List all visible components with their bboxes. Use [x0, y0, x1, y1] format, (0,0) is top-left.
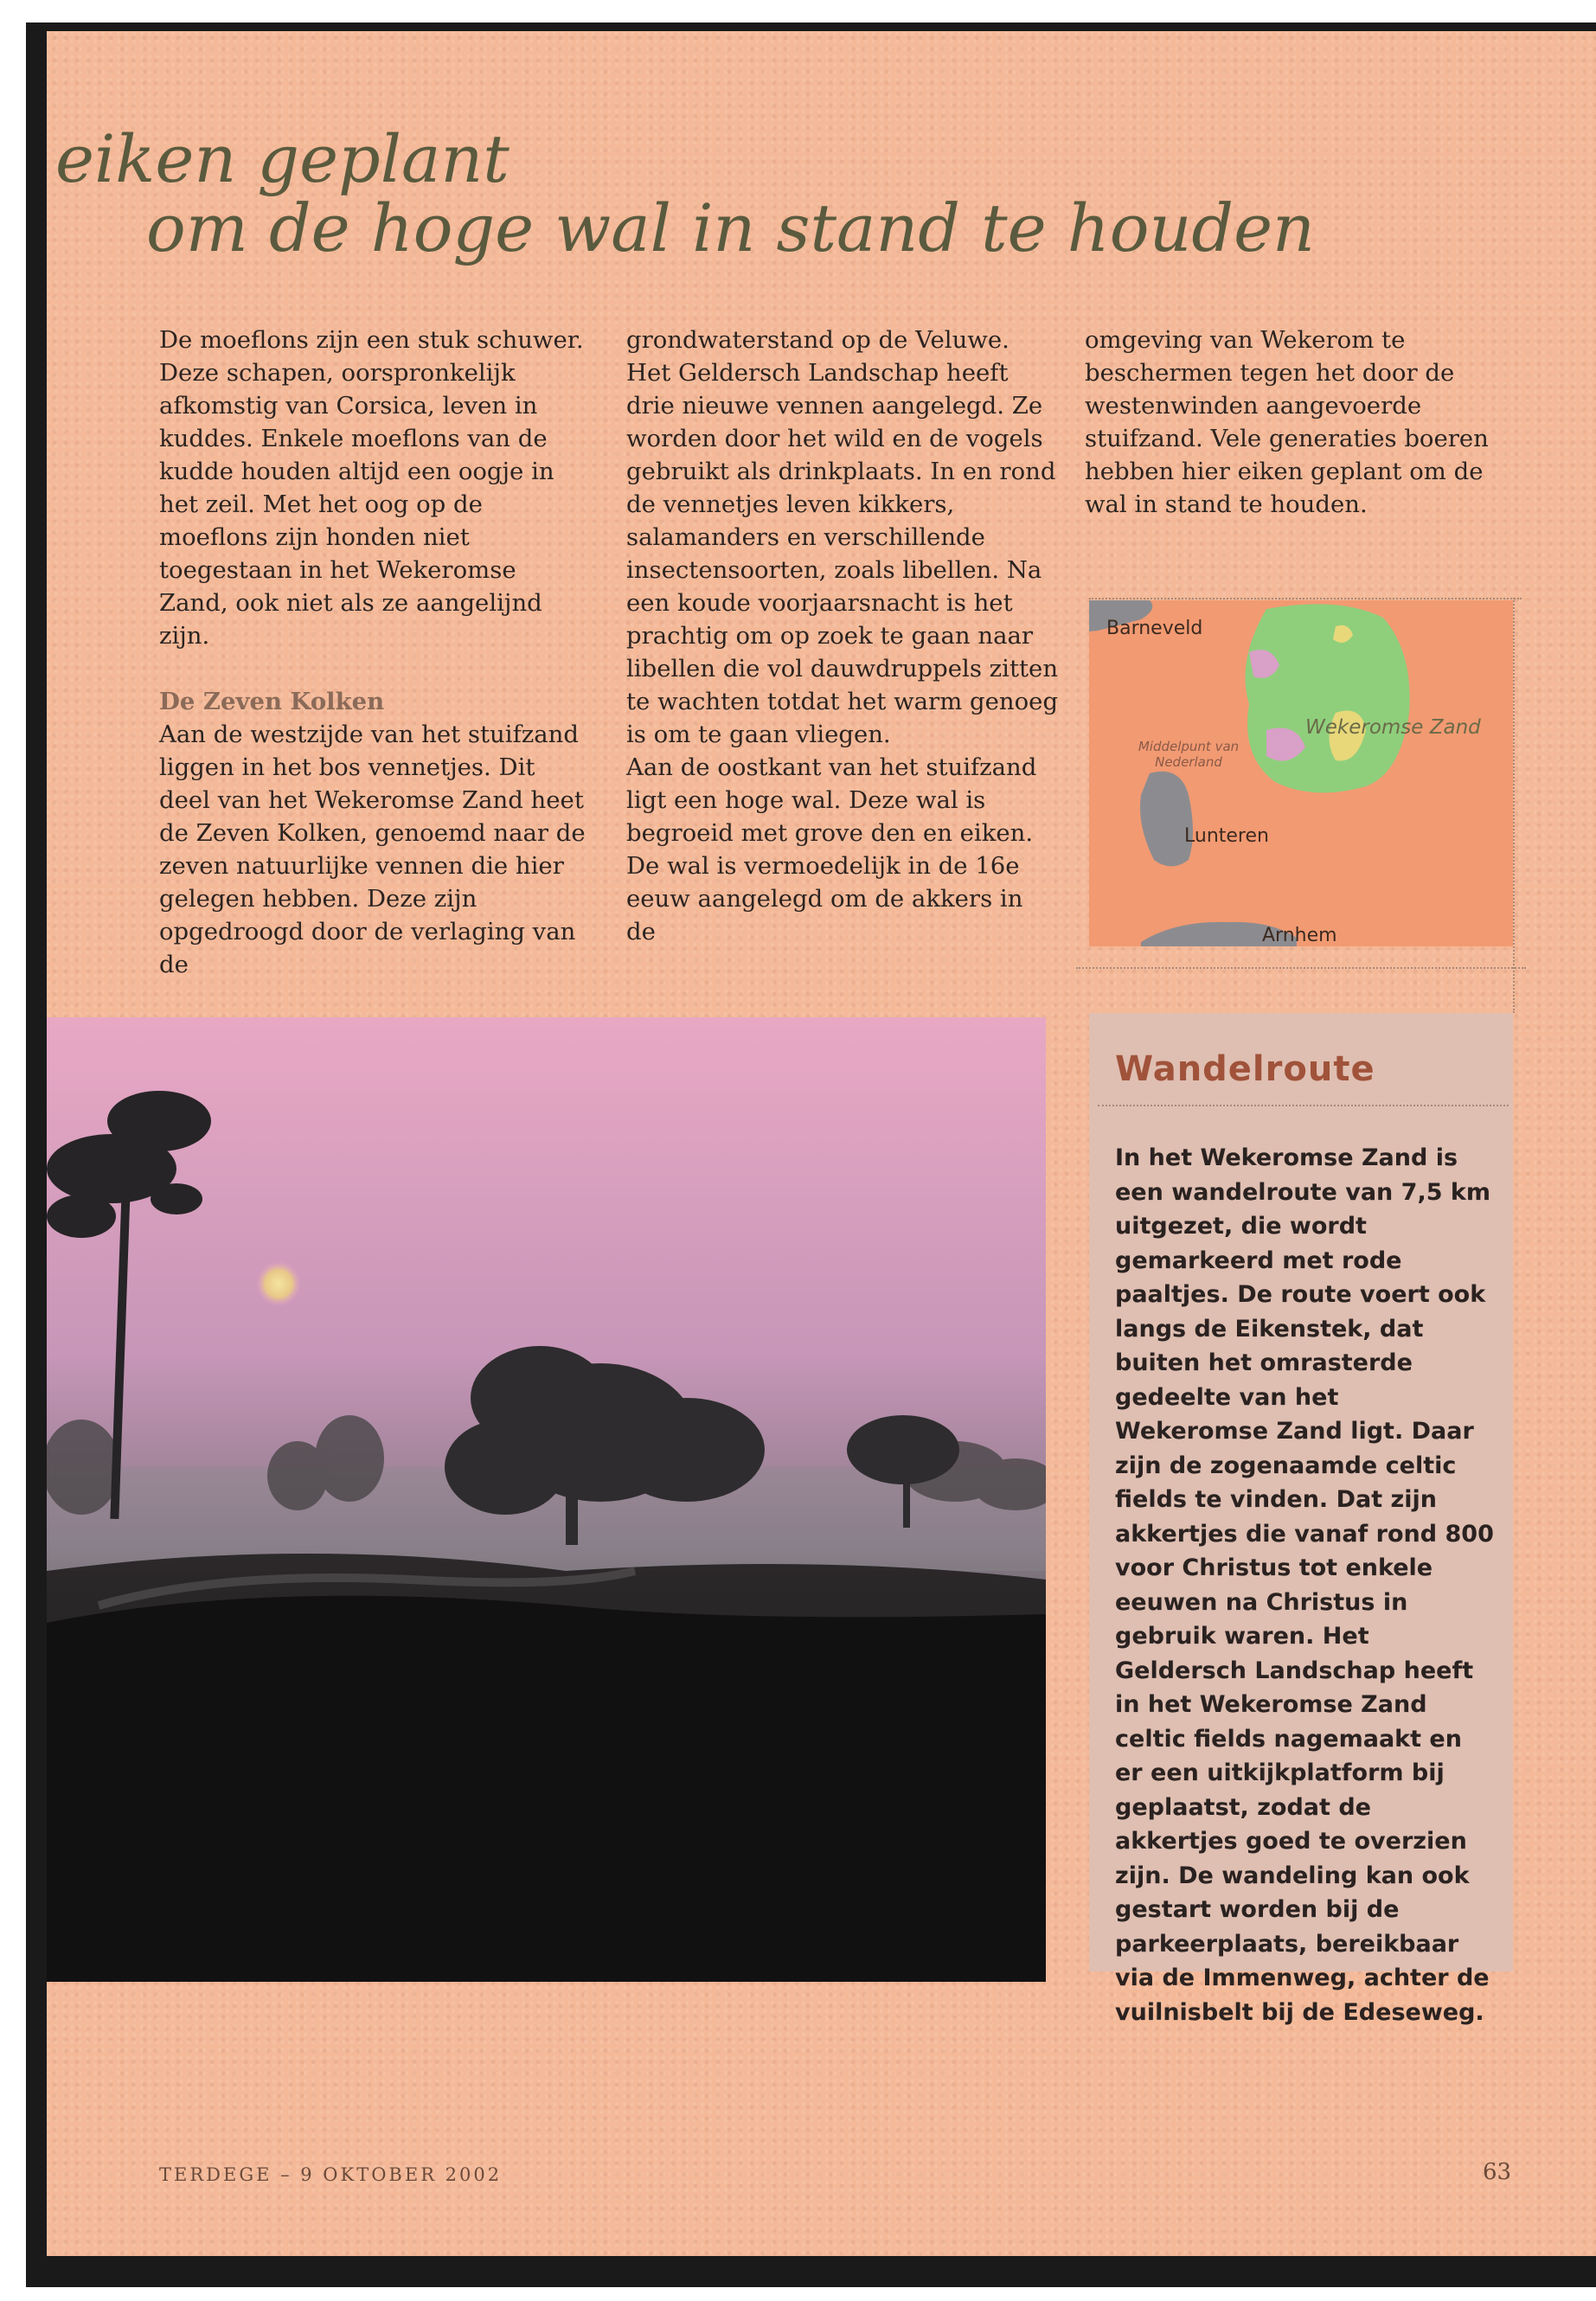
map-rule-top — [1089, 598, 1522, 945]
page-border-left — [26, 22, 47, 2287]
column2-paragraph-1: grondwaterstand op de Veluwe. Het Geldersch Landschap heeft drie nieuwe vennen aangelegd. Ze worden door het wild en de vogels gebruikt als drinkplaats. In en rond de vennetjes leven kikkers, salamanders en verschillende insectensoorten, zoals libellen. Na een koude voorjaarsnacht is het prachtig om op zoek te gaan naar libellen die vol dauwdruppels zitten te wachten totdat het warm genoeg is om te gaan vliegen. — [626, 326, 1059, 748]
map-label-lunteren: Lunteren — [1184, 825, 1269, 847]
column1-paragraph-2: Aan de westzijde van het stuifzand liggen in het bos vennetjes. Dit deel van het Wekeromse Zand heet de Zeven Kolken, genoemd naar de zeven natuurlijke vennen die hier gelegen hebben. Deze zijn opgedroogd door de verlaging van de — [159, 721, 586, 978]
map-rule-bottom — [1076, 967, 1526, 969]
headline-line-2: om de hoge wal in stand te houden — [146, 189, 1316, 266]
column2-paragraph-2: Aan de oostkant van het stuifzand ligt een hoge wal. Deze wal is begroeid met grove den en eiken. De wal is vermoedelijk in de 16e eeuw aangelegd om de akkers in de — [626, 753, 1037, 945]
wandelroute-text: In het Wekeromse Zand is een wandelroute van 7,5 km uitgezet, die wordt gemarkeerd met rode paaltjes. De route voert ook langs de Eikenstek, dat buiten het omrasterde gedeelte van het Wekeromse Zand ligt. Daar zijn de zogenaamde celtic fields te vinden. Dat zijn akkertjes die vanaf rond 800 voor Christus tot enkele eeuwen na Christus in gebruik waren. Het Geldersch Landschap heeft in het Wekeromse Zand celtic fields nagemaakt en er een uitkijkplatform bij geplaatst, zodat de akkertjes goed te overzien zijn. De wandeling kan ook gestart worden bij de parkeerplaats, bereikbaar via de Immenweg, achter de vuilnisbelt bij de Edeseweg. — [1115, 1144, 1494, 2026]
map-label-arnhem: Arnhem — [1262, 925, 1337, 946]
landscape-photo — [47, 1017, 1046, 1982]
page-number: 63 — [1483, 2159, 1512, 2185]
article-column-1 — [159, 324, 592, 981]
map-label-barneveld: Barneveld — [1106, 618, 1203, 639]
column3-paragraph-1: omgeving van Wekerom te beschermen tegen het door de westenwinden aangevoerde stuifzand. Vele generaties boeren hebben hier eiken geplant om de wal in stand te houden. — [1085, 326, 1489, 518]
magazine-page — [47, 31, 1596, 2256]
wandelroute-title: Wandelroute — [1115, 1049, 1375, 1089]
footer-publication: TERDEGE – 9 OKTOBER 2002 — [159, 2164, 503, 2185]
wandelroute-rule — [1098, 1105, 1509, 1106]
page-border-top — [26, 22, 1596, 31]
page-border-bottom — [26, 2256, 1596, 2287]
map-label-middelpunt: Middelpunt van Nederland — [1138, 739, 1240, 770]
subheading-zeven-kolken: De Zeven Kolken — [159, 688, 385, 715]
article-column-2 — [626, 324, 1059, 948]
article-column-3 — [1085, 324, 1517, 521]
sunrise-heath-image — [47, 1017, 1046, 1982]
map-label-wekeromse-zand: Wekeromse Zand — [1305, 716, 1481, 739]
wandelroute-box — [1089, 1013, 1513, 2026]
headline-line-1: eiken geplant — [55, 120, 510, 197]
column1-paragraph-1: De moeflons zijn een stuk schuwer. Deze schapen, oorspronkelijk afkomstig van Corsica, leven in kuddes. Enkele moeflons van de kudde houden altijd een oogje in het zeil. Met het oog op de moeflons zijn honden niet toegestaan in het Wekeromse Zand, ook niet als ze aangelijnd zijn. — [159, 326, 584, 650]
